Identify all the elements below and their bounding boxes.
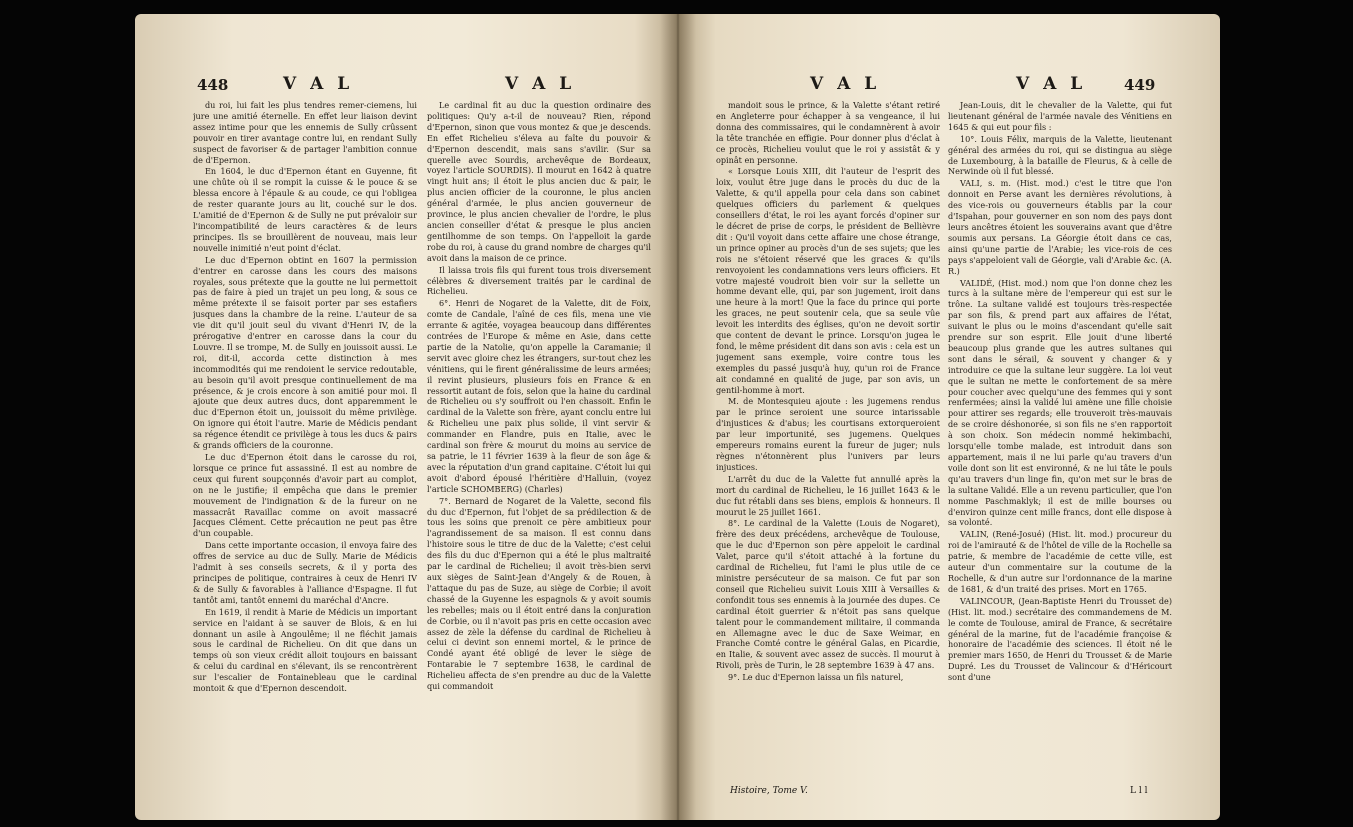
- paragraph: Jean-Louis, dit le chevalier de la Valette, qui fut lieutenant général de l'armée navale des Vénitiens en 1645 & qui eut pour fils :: [948, 100, 1172, 132]
- paragraph: L'arrêt du duc de la Valette fut annullé après la mort du cardinal de Richelieu, le 16 juillet 1643 & le duc fut rétabli dans ses biens, emplois & honneurs. Il mourut le 25 juillet 1661.: [716, 473, 940, 517]
- running-head-left-1: V A L: [283, 74, 354, 94]
- page-number-right: 449: [1124, 76, 1156, 94]
- right-page-column-1: [716, 100, 940, 760]
- left-page-column-2: [427, 100, 651, 790]
- paragraph: En 1619, il rendit à Marie de Médicis un important service en l'aidant à se sauver de Blois, & en lui donnant un asile à Angoulême; il ne fléchit jamais sous le cardinal de Richelieu. On dit que dans un temps où son vieux crédit alloit toujours en baissant & celui du cardinal en s'élevant, ils se rencontrèrent sur l'escalier de Fontainebleau que le cardinal montoit & que d'Epernon descendoit.: [193, 606, 417, 694]
- paragraph: 8°. Le cardinal de la Valette (Louis de Nogaret), frère des deux précédens, archevêque de Toulouse, que le duc d'Epernon son père appeloit le cardinal Valet, parce qu'il s'étoit attaché à la fortune du cardinal de Richelieu, fut l'ami le plus utile de ce ministre persécuteur de sa maison. Ce fut par son conseil que Richelieu suivit Louis XIII à Versailles & confondit tous ses ennemis à la journée des dupes. Ce cardinal étoit guerrier & n'étoit pas sans quelque talent pour le commandement militaire, il commanda en Allemagne avec le duc de Saxe Weimar, en Franche Comté contre le général Galas, en Picardie, en Italie, & souvent avec assez de succès. Il mourut à Rivoli, près de Turin, le 28 septembre 1639 à 47 ans.: [716, 518, 940, 671]
- running-head-left-2: V A L: [505, 74, 576, 94]
- paragraph: Le duc d'Epernon étoit dans le carosse du roi, lorsque ce prince fut assassiné. Il est au nombre de ceux qui furent soupçonnés d'avoir part au complot, on ne le justifie; il empêcha que dans le premier mouvement de l'indignation & de la fureur on ne massacrât Ravaillac comme on avoit massacré Jacques Clément. Cette précaution ne peut pas être d'un coupable.: [193, 452, 417, 539]
- running-head-right-1: V A L: [810, 74, 881, 94]
- left-page: [135, 14, 678, 820]
- signature-mark-left: Histoire, Tome V.: [730, 786, 808, 796]
- paragraph: Il laissa trois fils qui furent tous trois diversement célèbres & diversement traités par le cardinal de Richelieu.: [427, 264, 651, 297]
- signature-mark-right: L l l: [1130, 786, 1148, 796]
- right-page-column-2: [948, 100, 1172, 772]
- paragraph: VALINCOUR, (Jean-Baptiste Henri du Trousset de) (Hist. lit. mod.) secrétaire des commandemens de M. le comte de Toulouse, amiral de France, & secrétaire général de la marine, fut de l'académie françoise & honoraire de l'académie des sciences. Il étoit né le premier mars 1650, de Henri du Trousset & de Marie Dupré. Les du Trousset de Valincour & d'Héricourt sont d'une: [948, 595, 1172, 683]
- paragraph: 7°. Bernard de Nogaret de la Valette, second fils du duc d'Epernon, fut l'objet de sa prédilection & de tous les soins que prenoit ce père ambitieux pour l'agrandissement de sa maison. Il est connu dans l'histoire sous le titre de duc de la Valette; c'est celui des fils du duc d'Epernon qui a été le plus maltraité par le cardinal de Richelieu; il avoit très-bien servi aux sièges de Saint-Jean d'Angely & de Rouen, à l'attaque du pas de Suze, au siège de Corbie; il avoit chassé de la Guyenne les espagnols & y avoit soumis les rebelles; mais ou il étoit entré dans la conjuration de Corbie, ou il n'avoit pas pris en cette occasion avec assez de zèle la défense du cardinal de Richelieu à celui ci devint son ennemi mortel, & le prince de Condé ayant été obligé de lever le siège de Fontarabie le 7 septembre 1638, le cardinal de Richelieu affecta de s'en prendre au duc de la Valette qui commandoit: [427, 495, 651, 692]
- paragraph: Le cardinal fit au duc la question ordinaire des politiques: Qu'y a-t-il de nouveau? Rien, répond d'Epernon, sinon que vous montez & que je descends. En effet Richelieu s'éleva au faîte du pouvoir & d'Epernon descendit, mais sans s'avilir. (Sur sa querelle avec Sourdis, archevêque de Bordeaux, voyez l'article SOURDIS). Il mourut en 1642 à quatre vingt huit ans; il étoit le plus ancien duc & pair, le plus ancien officier de la couronne, le plus ancien général d'armée, le plus ancien gouverneur de province, le plus ancien chevalier de l'ordre, le plus ancien conseiller d'état & presque le plus ancien gentilhomme de son temps. On l'appelloit la garde robe du roi, à cause du grand nombre de charges qu'il avoit dans la maison de ce prince.: [427, 100, 651, 263]
- page-number-left: 448: [197, 76, 229, 94]
- running-head-right-2: V A L: [1016, 74, 1087, 94]
- paragraph: Le duc d'Epernon obtint en 1607 la permission d'entrer en carosse dans les cours des maisons royales, sous prétexte que la goutte ne lui permettoit pas de faire à pied un trajet un peu long, & sous ce même prétexte il se faisoit porter par ses estafiers jusques dans la chambre de la reine. L'auteur de sa vie dit qu'il jouit seul du vivant d'Henri IV, de la prérogative d'entrer en carosse dans la cour du Louvre. Il se trompe, M. de Sully en jouissoit aussi. Le roi, dit-il, accorda cette distinction à mes incommodités qui me rendoient le service redoutable, au besoin qu'il avoit presque continuellement de ma présence, & je crois encore à son amitié pour moi. Il ajoute que deux autres ducs, dont apparemment le duc d'Epernon étoit un, jouissoit du même privilège. On ignore qui étoit l'autre. Marie de Médicis pendant sa régence étendit ce privilège à tous les ducs & pairs & grands officiers de la couronne.: [193, 254, 417, 451]
- paragraph: VALIDÉ, (Hist. mod.) nom que l'on donne chez les turcs à la sultane mère de l'empereur qui est sur le trône. La sultane validé est toujours très-respectée par son fils, & prend part aux affaires de l'état, suivant le plus ou le moins d'ascendant qu'elle sait prendre sur son esprit. Elle jouit d'une liberté beaucoup plus grande que les autres sultanes qui sont dans le sérail, & souvent y changer & y introduire ce que la sultane leur suggère. La loi veut que le sultan ne mette le confortement de sa mère pour coucher avec quelqu'une des femmes qui y sont renfermées; ainsi la validé lui amène une fille choisie pour attirer ses regards; elle trouveroit très-mauvais de se croire déshonorée, si son fils ne s'en rapportoit à son choix. Son médecin nommé hekimbachi, lorsqu'elle tombe malade, est introduit dans son appartement, mais il ne lui parle qu'au travers d'un voile dont son lit est environné, & ne lui tâte le pouls qu'au travers d'un linge fin, qu'on met sur le bras de la sultane Validé. Elle a un revenu particulier, que l'on nomme Paschmaklyk; il est de mille bourses ou d'environ quinze cent mille francs, dont elle dispose à sa volonté.: [948, 277, 1172, 528]
- paragraph: En 1604, le duc d'Epernon étant en Guyenne, fit une chûte où il se rompit la cuisse & le pouce & se blessa encore à l'épaule & au coude, ce qui l'obligea de rester quarante jours au lit, couché sur le dos. L'amitié de d'Epernon & de Sully ne put prévaloir sur l'incompatibilité de leurs caractères & de leurs principes. Ils se brouillèrent de nouveau, mais leur nouvelle inimitié n'eut point d'éclat.: [193, 166, 417, 253]
- left-page-column-1: [193, 100, 417, 790]
- paragraph: « Lorsque Louis XIII, dit l'auteur de l'esprit des loix, voulut être juge dans le procès du duc de la Valette, & qu'il appella pour cela dans son cabinet quelques officiers du parlement & quelques conseillers d'état, le roi les ayant forcés d'opiner sur le décret de prise de corps, le président de Bellièvre dit : Qu'il voyoit dans cette affaire une chose étrange, un prince opiner au procès d'un de ses sujets; que les rois ne s'étoient réservé que les graces & qu'ils renvoyoient les condamnations vers leurs officiers. Et votre majesté voudroit bien voir sur la sellette un homme devant elle, qui, par son jugement, iroit dans une heure à la mort! Que la face du prince qui porte les graces, ne peut soutenir cela, que sa seule vûe levoit les interdits des églises, qu'on ne devoit sortir que content de devant le prince. Lorsqu'on jugea le fond, le même président dit dans son avis : cela est un jugement sans exemple, voire contre tous les exemples du passé jusqu'à huy, qu'un roi de France ait condamné en qualité de juge, par son avis, un gentil-homme à mort.: [716, 166, 940, 395]
- paragraph: VALI, s. m. (Hist. mod.) c'est le titre que l'on donnoit en Perse avant les dernières révolutions, à des vice-rois ou gouverneurs établis par la cour d'Ispahan, pour gouverner en son nom des pays dont leurs ancêtres étoient les souverains avant que d'être soumis aux persans. La Géorgie étoit dans ce cas, ainsi qu'une partie de l'Arabie; les vice-rois de ces pays s'appeloient vali de Géorgie, vali d'Arabie &c. (A. R.): [948, 178, 1172, 276]
- right-page: [678, 14, 1220, 820]
- paragraph: Dans cette importante occasion, il envoya faire des offres de service au duc de Sully. Marie de Médicis l'admit à ses conseils secrets, & il y porta des principes de politique, contraires à ceux de Henri IV & de Sully & favorables à l'alliance d'Espagne. Il fut tantôt ami, tantôt ennemi du maréchal d'Ancre.: [193, 540, 417, 605]
- paragraph: 6°. Henri de Nogaret de la Valette, dit de Foix, comte de Candale, l'aîné de ces fils, mena une vie errante & agitée, voyagea beaucoup dans différentes contrées de l'Europe & même en Asie, dans cette partie de la Natolie, qu'on appelle la Caramanie; il servit avec gloire chez les étrangers, sur-tout chez les vénitiens, qui le firent généralissime de leurs armées; il revint plusieurs, plusieurs fois en France & en ressortit autant de fois, selon que la haine du cardinal de Richelieu ou s'y souffroit ou l'en chassoit. Enfin le cardinal de la Valette son frère, ayant conclu entre lui & Richelieu une paix plus solide, il vint servir & commander en Flandre, puis en Italie, avec le cardinal son frère & mourut du moins au service de sa patrie, le 11 février 1639 à la fleur de son âge & avec la réputation d'un grand capitaine. C'étoit lui qui avoit d'abord épousé l'héritière d'Halluin, (voyez l'article SCHOMBERG) (Charles): [427, 298, 651, 494]
- paragraph: M. de Montesquieu ajoute : les jugemens rendus par le prince seroient une source intarissable d'injustices & d'abus; les courtisans extorqueroient par leur importunité, ses jugemens. Quelques empereurs romains eurent la fureur de juger; nuls règnes n'étonnèrent plus l'univers par leurs injustices.: [716, 396, 940, 472]
- paragraph: mandoit sous le prince, & la Valette s'étant retiré en Angleterre pour échapper à sa vengeance, il lui donna des commissaires, qui le condamnèrent à avoir la tête tranchée en effigie. Pour donner plus d'éclat à ce procès, Richelieu voulut que le roi y assistât & y opinât en personne.: [716, 100, 940, 165]
- paragraph: VALIN, (René-Josué) (Hist. lit. mod.) procureur du roi de l'amirauté & de l'hôtel de ville de la Rochelle sa patrie, & membre de l'académie de cette ville, est auteur d'un commentaire sur la coutume de la Rochelle, & d'un autre sur l'ordonnance de la marine de 1681, & d'un traité des prises. Mort en 1765.: [948, 529, 1172, 594]
- paragraph: 10°. Louis Félix, marquis de la Valette, lieutenant général des armées du roi, qui se distingua au siège de Luxembourg, à la bataille de Fleurus, & à celle de Nerwinde où il fut blessé.: [948, 133, 1172, 177]
- paragraph: du roi, lui fait les plus tendres remer-ciemens, lui jure une amitié éternelle. En effet leur liaison devint assez intime pour que les ennemis de Sully crûssent pouvoir en tirer avantage contre lui, en rendant Sully suspect de favoriser & de partager l'ambition connue de d'Epernon.: [193, 100, 417, 165]
- paragraph: 9°. Le duc d'Epernon laissa un fils naturel,: [728, 672, 904, 683]
